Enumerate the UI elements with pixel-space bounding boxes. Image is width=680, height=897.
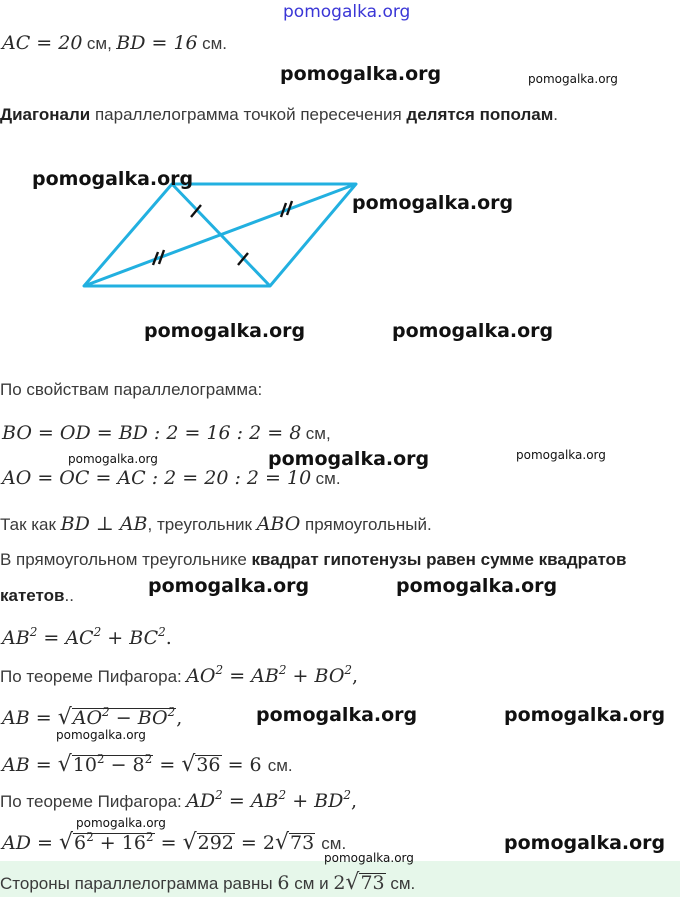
equation-ab-value-expr: AB = $√10^2 - 8^2 = √36 = 6$ <box>2 752 262 777</box>
answer-part: Стороны параллелограмма равны <box>0 874 278 893</box>
equation-bo-expr: BO = OD = BD : 2 = 16 : 2 = 8 <box>2 422 302 444</box>
site-header-watermark[interactable]: pomogalka.org <box>283 2 411 22</box>
watermark: pomogalka.org <box>280 63 442 85</box>
watermark: pomogalka.org <box>352 192 514 214</box>
pythagoras-label: По теореме Пифагора: <box>0 667 182 686</box>
watermark: pomogalka.org <box>144 320 306 342</box>
perp-text: , треугольник <box>147 515 257 534</box>
watermark: pomogalka.org <box>268 448 430 470</box>
rule-hypotenuse-cont <box>0 586 74 606</box>
given-bd: BD = 16 <box>116 32 198 54</box>
perp-text: прямоугольный. <box>300 515 432 534</box>
watermark: pomogalka.org <box>504 832 666 854</box>
triangle-name: ABO <box>256 513 301 535</box>
rule-bold-diagonals: Диагонали <box>0 105 91 124</box>
equation-ao <box>2 467 341 489</box>
parallelogram-diagram <box>0 140 680 310</box>
watermark: pomogalka.org <box>392 320 554 342</box>
watermark: pomogalka.org <box>32 168 194 190</box>
diagonal-bd <box>172 184 270 286</box>
watermark: pomogalka.org <box>504 704 666 726</box>
equation-ab-value <box>2 752 293 777</box>
watermark: pomogalka.org <box>56 728 146 742</box>
rule-hypotenuse <box>0 550 626 570</box>
rule-diagonals <box>0 105 558 125</box>
watermark: pomogalka.org <box>68 452 158 466</box>
rule2-text: В прямоугольном треугольнике <box>0 550 252 569</box>
perpendicular-statement <box>0 513 432 535</box>
rule2-bold-legs: катетов <box>0 586 65 605</box>
equation-ab-squared: $AB^2 = AC^2 + BC^2$. <box>2 625 172 649</box>
answer-part: см. <box>385 874 416 893</box>
perp-math: BD ⊥ AB <box>60 513 148 535</box>
given-line <box>2 32 227 54</box>
equation-ad-value-unit: см. <box>321 834 347 853</box>
equation-ao-expr: AO = OC = AC : 2 = 20 : 2 = 10 <box>2 467 312 489</box>
pythagoras-expr-1: $AO^2 = AB^2 + BO^2$, <box>186 663 359 687</box>
parallelogram-lines <box>84 184 356 286</box>
equation-ad-value-expr: AD = $√6^2 + 16^2 = √292 = 2√73$ <box>2 830 315 855</box>
watermark: pomogalka.org <box>148 575 310 597</box>
watermark: pomogalka.org <box>516 448 606 462</box>
watermark: pomogalka.org <box>528 72 618 86</box>
watermark: pomogalka.org <box>256 704 418 726</box>
pythagoras-label-2: По теореме Пифагора: <box>0 792 182 811</box>
watermark: pomogalka.org <box>76 816 166 830</box>
equation-ad-value <box>2 830 346 855</box>
answer-part: см и <box>289 874 334 893</box>
answer-text <box>0 870 415 895</box>
equation-bo <box>2 422 331 444</box>
pythagoras-line-2 <box>0 790 357 812</box>
equation-ao-unit: см. <box>315 469 341 488</box>
pythagoras-expr-2: $AD^2 = AB^2 + BD^2$, <box>186 788 358 812</box>
equation-bo-unit: см, <box>305 424 331 443</box>
perp-text: Так как <box>0 515 61 534</box>
rule2-bold: квадрат гипотенузы равен сумме квадратов <box>251 550 627 569</box>
rule2-end: .. <box>64 586 74 605</box>
answer-side-2: 2√73 <box>333 870 385 895</box>
equation-ab-sqrt: AB = $√AO^2 - BO^2$, <box>2 705 183 730</box>
given-ac-unit: см, <box>86 34 112 53</box>
equation-ab-value-unit: см. <box>267 756 293 775</box>
given-ac: AC = 20 <box>2 32 83 54</box>
rule-text: параллелограмма точкой пересечения <box>90 105 407 124</box>
watermark: pomogalka.org <box>324 851 414 865</box>
rule-end: . <box>553 105 559 124</box>
rule-bold-bisect: делятся пополам <box>406 105 554 124</box>
answer-side-1: 6 <box>277 872 290 894</box>
given-bd-unit: см. <box>202 34 228 53</box>
properties-intro: По свойствам параллелограмма: <box>0 380 263 399</box>
pythagoras-line-1 <box>0 665 358 687</box>
watermark: pomogalka.org <box>396 575 558 597</box>
